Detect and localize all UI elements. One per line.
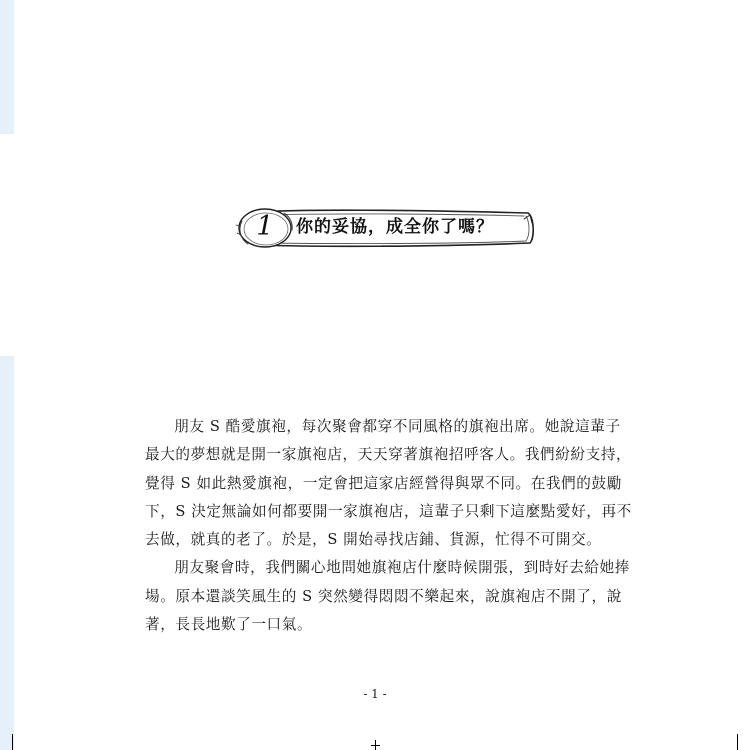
paragraph: 朋友 S 酷愛旗袍，每次聚會都穿不同風格的旗袍出席。她說這輩子最大的夢想就是開一家旗袍店，天天穿著旗袍招呼客人。我們紛紛支持，覺得 S 如此熱愛旗袍，一定會把這家店經營得與眾不同。在我們的鼓勵下，S 決定無論如何都要開一家旗袍店，這輩子只剩下這麼點愛好，再不去做，就真的老了。於是，S 開始尋找店鋪、貨源，忙得不可開交。 (145, 418, 632, 549)
chapter-title: 你的妥協，成全你了嗎？ (296, 217, 494, 237)
margin-strip-top (0, 0, 14, 134)
chapter-heading (232, 203, 538, 253)
crop-mark (371, 745, 380, 746)
paragraph: 朋友聚會時，我們關心地問她旗袍店什麼時候開張，到時好去給她捧場。原本還談笑風生的 S 突然變得悶悶不樂起來，說旗袍店不開了，說著，長長地歎了一口氣。 (145, 559, 631, 634)
body-text (145, 413, 635, 639)
crop-mark (12, 734, 13, 750)
page-number: - 1 - (363, 687, 387, 701)
chapter-number: 1 (256, 211, 274, 242)
crop-mark (737, 734, 738, 750)
